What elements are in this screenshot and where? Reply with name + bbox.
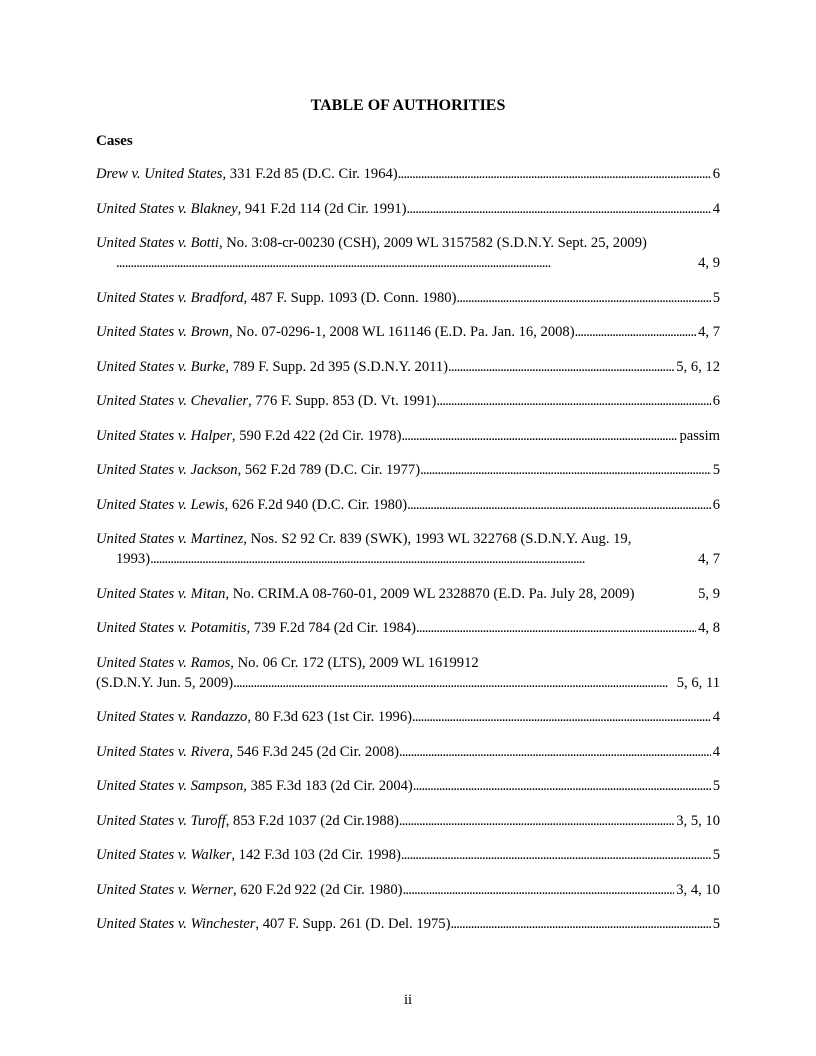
page-references: 4, 9 xyxy=(698,255,720,271)
document-page xyxy=(96,96,720,949)
case-name: United States v. Botti xyxy=(96,235,219,251)
citation-line xyxy=(96,322,720,342)
case-name: United States v. Bradford xyxy=(96,289,244,306)
page-references: 6 xyxy=(712,166,720,182)
citation-text xyxy=(96,845,401,865)
dot-leader xyxy=(150,549,696,569)
page-references: 5 xyxy=(712,778,720,794)
case-name: United States v. Walker xyxy=(96,847,232,863)
citation-text xyxy=(96,460,420,480)
case-name: United States v. Jackson xyxy=(96,462,238,478)
page-references: 5 xyxy=(712,462,720,478)
dot-leader xyxy=(399,811,674,831)
citation-line xyxy=(96,426,720,446)
case-name: United States v. Rivera xyxy=(96,743,230,760)
case-name: United States v. Brown xyxy=(96,324,229,340)
dot-leader xyxy=(403,880,675,900)
page-references: 4 xyxy=(712,743,720,760)
page-references: 4, 7 xyxy=(698,324,720,340)
page-references: 4, 8 xyxy=(698,620,720,636)
case-citation: , 80 F.3d 623 (1st Cir. 1996) xyxy=(247,709,412,725)
citation-text xyxy=(96,426,401,446)
case-citation: , 407 F. Supp. 261 (D. Del. 1975) xyxy=(255,916,451,932)
authority-entry xyxy=(96,391,720,411)
dot-leader xyxy=(407,199,711,219)
citation-line xyxy=(96,529,720,549)
dot-leader xyxy=(575,322,697,342)
authority-entry xyxy=(96,164,720,184)
citation-text xyxy=(96,199,407,219)
authority-entry xyxy=(96,776,720,796)
citation-text xyxy=(96,164,398,184)
authority-entry xyxy=(96,742,720,762)
citation-line xyxy=(96,653,720,673)
dot-leader xyxy=(399,742,711,762)
case-citation: , 546 F.3d 245 (2d Cir. 2008) xyxy=(229,743,399,760)
authority-entry xyxy=(96,322,720,342)
citation-text xyxy=(96,880,403,900)
case-citation: , 620 F.2d 922 (2d Cir. 1980) xyxy=(233,881,403,898)
authority-entry xyxy=(96,460,720,480)
case-name: United States v. Lewis xyxy=(96,496,225,513)
page-title: TABLE OF AUTHORITIES xyxy=(310,97,506,114)
authority-entry xyxy=(96,426,720,446)
case-citation: , 331 F.2d 85 (D.C. Cir. 1964) xyxy=(222,166,398,182)
dot-leader xyxy=(456,288,710,308)
authority-entry xyxy=(96,653,720,693)
case-name: United States v. Mitan xyxy=(96,585,226,602)
case-citation: , 789 F. Supp. 2d 395 (S.D.N.Y. 2011) xyxy=(225,358,449,375)
case-citation: , 487 F. Supp. 1093 (D. Conn. 1980) xyxy=(243,289,457,306)
authority-entry xyxy=(96,618,720,638)
authority-entry xyxy=(96,357,720,377)
page-references: 5 xyxy=(712,916,720,932)
dot-leader xyxy=(436,391,710,411)
continuation-text: (S.D.N.Y. Jun. 5, 2009) xyxy=(96,674,234,691)
citation-line xyxy=(96,707,720,727)
case-name: United States v. Werner xyxy=(96,881,233,898)
authority-entry xyxy=(96,707,720,727)
case-citation: , 941 F.2d 114 (2d Cir. 1991) xyxy=(237,200,407,217)
citation-line xyxy=(96,776,720,796)
citation-line xyxy=(96,357,720,377)
page-references: 4, 7 xyxy=(698,551,720,567)
dot-leader xyxy=(413,776,711,796)
page-references: 4 xyxy=(712,200,720,217)
case-name: United States v. Chevalier xyxy=(96,393,249,409)
dot-leader xyxy=(401,426,677,446)
citation-continuation xyxy=(96,253,720,273)
case-citation: , 142 F.3d 103 (2d Cir. 1998) xyxy=(231,847,401,863)
citation-line xyxy=(96,199,720,219)
citation-text xyxy=(96,914,450,934)
case-citation: , 739 F.2d 784 (2d Cir. 1984) xyxy=(246,620,417,636)
authority-entry xyxy=(96,880,720,900)
page-references: 5 xyxy=(712,289,720,306)
citation-text xyxy=(96,811,399,831)
authority-entry xyxy=(96,529,720,569)
authority-entry xyxy=(96,495,720,515)
dot-leader xyxy=(407,495,711,515)
citation-text xyxy=(96,707,412,727)
dot-leader xyxy=(401,845,711,865)
case-citation: , 853 F.2d 1037 (2d Cir.1988) xyxy=(225,812,399,829)
authority-entry xyxy=(96,233,720,273)
dot-leader xyxy=(416,618,696,638)
citation-text xyxy=(96,584,634,604)
case-citation: , No. 07-0296-1, 2008 WL 161146 (E.D. Pa. Jan. 16, 2008) xyxy=(228,324,575,340)
authority-entry xyxy=(96,845,720,865)
case-citation: , 562 F.2d 789 (D.C. Cir. 1977) xyxy=(237,462,421,478)
dot-leader xyxy=(448,357,674,377)
case-citation: , 385 F.3d 183 (2d Cir. 2004) xyxy=(243,778,413,794)
page-references: passim xyxy=(679,427,720,444)
case-citation: , 776 F. Supp. 853 (D. Vt. 1991) xyxy=(248,393,437,409)
authorities-list xyxy=(96,164,720,934)
case-name: United States v. Burke xyxy=(96,358,226,375)
page-references: 4 xyxy=(712,709,720,725)
authority-entry xyxy=(96,914,720,934)
citation-text xyxy=(96,391,436,411)
citation-line xyxy=(96,584,720,604)
continuation-text: 1993) xyxy=(116,551,151,567)
case-citation: , 626 F.2d 940 (D.C. Cir. 1980) xyxy=(224,496,408,513)
page-references: 5 xyxy=(712,847,720,863)
authority-entry xyxy=(96,584,720,604)
authority-entry xyxy=(96,811,720,831)
case-name: United States v. Sampson xyxy=(96,778,244,794)
case-name: Drew v. United States xyxy=(96,166,223,182)
citation-text xyxy=(96,776,413,796)
page-references: 3, 4, 10 xyxy=(676,881,720,898)
page-references: 3, 5, 10 xyxy=(676,812,720,829)
citation-line xyxy=(96,233,720,253)
citation-text xyxy=(96,618,416,638)
citation-text xyxy=(96,495,407,515)
case-name: United States v. Randazzo xyxy=(96,709,248,725)
citation-text xyxy=(96,322,575,342)
citation-line xyxy=(96,288,720,308)
page-references: 5, 9 xyxy=(698,585,720,602)
case-citation: , No. 3:08-cr-00230 (CSH), 2009 WL 3157582 (S.D.N.Y. Sept. 25, 2009) xyxy=(218,235,647,251)
case-name: United States v. Blakney xyxy=(96,200,238,217)
citation-text xyxy=(96,357,448,377)
citation-line xyxy=(96,460,720,480)
case-citation: , 590 F.2d 422 (2d Cir. 1978) xyxy=(231,427,402,444)
citation-line xyxy=(96,391,720,411)
case-citation: , No. 06 Cr. 172 (LTS), 2009 WL 1619912 xyxy=(230,654,479,671)
case-citation: , No. CRIM.A 08-760-01, 2009 WL 2328870 (E.D. Pa. July 28, 2009) xyxy=(225,585,635,602)
case-name: United States v. Martinez xyxy=(96,531,244,547)
citation-continuation xyxy=(96,549,720,569)
page-references: 6 xyxy=(712,393,720,409)
authority-entry xyxy=(96,288,720,308)
citation-line xyxy=(96,811,720,831)
page-references: 5, 6, 11 xyxy=(676,674,720,691)
dot-leader xyxy=(116,253,696,273)
case-name: United States v. Halper xyxy=(96,427,232,444)
dot-leader xyxy=(420,460,711,480)
dot-leader xyxy=(450,914,710,934)
page-references: 6 xyxy=(712,496,720,513)
case-name: United States v. Turoff xyxy=(96,812,226,829)
section-heading-cases: Cases xyxy=(96,133,133,149)
dot-leader xyxy=(233,673,675,693)
authority-entry xyxy=(96,199,720,219)
page-references: 5, 6, 12 xyxy=(676,358,720,375)
case-name: United States v. Ramos xyxy=(96,654,231,671)
citation-line xyxy=(96,845,720,865)
page-number: ii xyxy=(403,992,413,1008)
citation-continuation xyxy=(96,673,720,693)
citation-text xyxy=(96,742,399,762)
citation-line xyxy=(96,495,720,515)
citation-line xyxy=(96,880,720,900)
dot-leader xyxy=(398,164,711,184)
citation-line xyxy=(96,618,720,638)
case-name: United States v. Potamitis xyxy=(96,620,247,636)
citation-line xyxy=(96,742,720,762)
dot-leader xyxy=(412,707,711,727)
citation-line xyxy=(96,164,720,184)
citation-text xyxy=(96,288,456,308)
case-citation: , Nos. S2 92 Cr. 839 (SWK), 1993 WL 322768 (S.D.N.Y. Aug. 19, xyxy=(243,531,632,547)
case-name: United States v. Winchester xyxy=(96,916,256,932)
citation-line xyxy=(96,914,720,934)
